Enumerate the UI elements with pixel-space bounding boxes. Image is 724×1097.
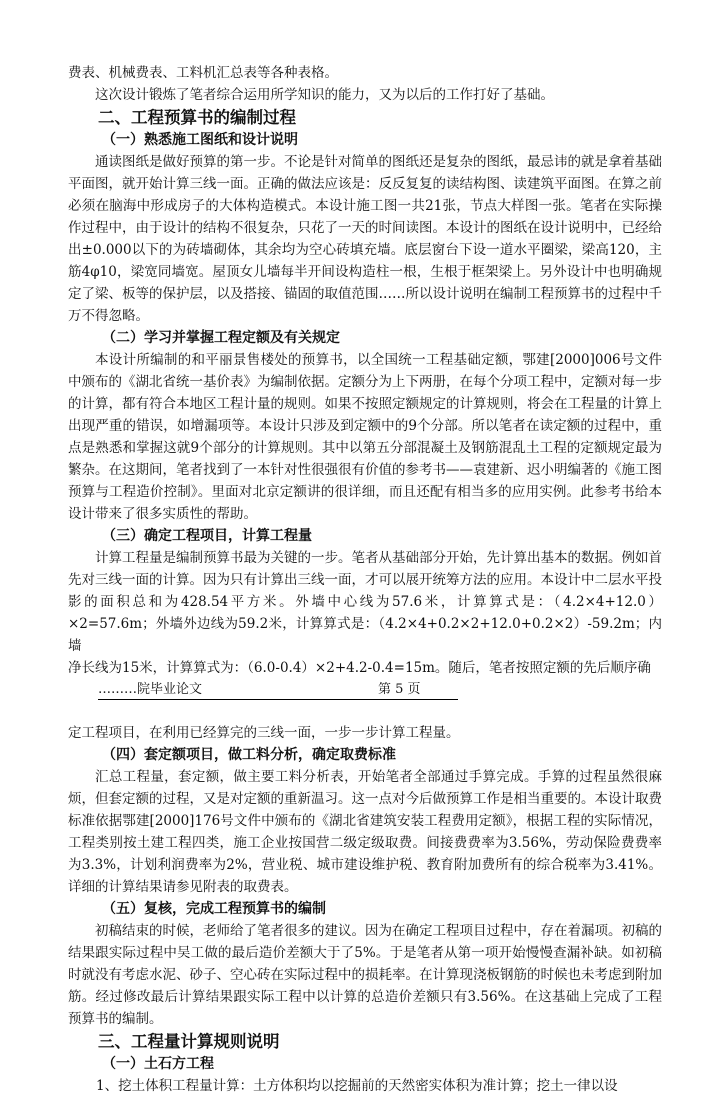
footer-title: ………院毕业论文 bbox=[98, 682, 203, 697]
paragraph-7: 定工程项目，在利用已经算完的三线一面，一步一步计算工程量。 bbox=[68, 725, 460, 741]
paragraph-6: 净长线为15米，计算算式为：（6.0-0.4）×2+4.2-0.4=15m。随后，笔者按照定额的先后顺序确 bbox=[68, 660, 651, 676]
paragraph-10: 1、挖土体积工程量计算：土方体积均以挖掘前的天然密实体积为准计算；挖土一律以设 bbox=[96, 1078, 618, 1094]
subheading-6: （一）土石方工程 bbox=[102, 1056, 214, 1072]
section-heading-3: 三、工程量计算规则说明 bbox=[98, 1032, 280, 1051]
section-heading-2: 二、工程预算书的编制过程 bbox=[98, 108, 296, 127]
subheading-1: （一）熟悉施工图纸和设计说明 bbox=[102, 132, 298, 148]
paragraph-2: 这次设计锻炼了笔者综合运用所学知识的能力，又为以后的工作打好了基础。 bbox=[95, 87, 554, 103]
page-break-gap bbox=[68, 700, 662, 722]
subheading-5: （五）复核，完成工程预算书的编制 bbox=[102, 901, 326, 917]
subheading-3: （三）确定工程项目，计算工程量 bbox=[102, 528, 312, 544]
paragraph-9: 初稿结束的时候，老师给了笔者很多的建议。因为在确定工程项目过程中，存在着漏项。初稿的结果跟实际过程中吴工做的最后造价差额大于了5%。于是笔者从第一项开始慢慢查漏补缺。如初稿时就没有考虑水泥、砂子、空心砖在实际过程中的损耗率。在计算现浇板钢筋的时候也未考虑到附加筋。经过修改最后计算结果跟实际工程中以计算的总造价差额只有3.56%。在这基础上完成了工程预算书的编制。 bbox=[68, 923, 662, 1027]
paragraph-3: 通读图纸是做好预算的第一步。不论是针对简单的图纸还是复杂的图纸，最忌讳的就是拿着基础平面图，就开始计算三线一面。正确的做法应该是：反反复复的读结构图、读建筑平面图。在算之前必须在脑海中形成房子的大体构造模式。本设计施工图一共21张，节点大样图一张。笔者在实际操作过程中，由于设计的结构不很复杂，只花了一天的时间读图。本设计的图纸在设计说明中，已经给出±0.000以下的为砖墙砌体，其余均为空心砖填充墙。底层窗台下设一道水平圈梁，梁高120，主筋4φ10，梁宽同墙宽。屋顶女儿墙每半开间设构造柱一根，生根于框架梁上。另外设计中也明确规定了梁、板等的保护层，以及搭接、锚固的取值范围……所以设计说明在编制工程预算书的过程中千万不得忽略。 bbox=[68, 154, 662, 324]
page-footer bbox=[98, 681, 458, 700]
subheading-4: （四）套定额项目，做工料分析，确定取费标准 bbox=[102, 747, 396, 763]
paragraph-4: 本设计所编制的和平丽景售楼处的预算书，以全国统一工程基础定额，鄂建[2000]006号文件中颁布的《湖北省统一基价表》为编制依据。定额分为上下两册，在每个分项工程中，定额对每一步的计算，都有符合本地区工程计量的规则。如果不按照定额规定的计算规则，将会在工程量的计算上出现严重的错误，如增漏项等。本设计只涉及到定额中的9个分部。所以笔者在读定额的过程中，重点是熟悉和掌握这就9个部分的计算规则。其中以第五分部混凝土及钢筋混乱土工程的定额规定最为繁杂。在这期间，笔者找到了一本针对性很强很有价值的参考书——袁建新、迟小明编著的《施工图预算与工程造价控制》。里面对北京定额讲的很详细，而且还配有相当多的应用实例。此参考书给本设计带来了很多实质性的帮助。 bbox=[68, 352, 662, 522]
page-number: 第 5 页 bbox=[378, 682, 421, 697]
subheading-2: （二）学习并掌握工程定额及有关规定 bbox=[102, 330, 340, 346]
paragraph-1: 费表、机械费表、工料机汇总表等各种表格。 bbox=[68, 65, 338, 81]
paragraph-5: 计算工程量是编制预算书最为关键的一步。笔者从基础部分开始，先计算出基本的数据。例如首先对三线一面的计算。因为只有计算出三线一面，才可以展开统筹方法的应用。本设计中二层水平投影的面积总和为428.54平方米。外墙中心线为57.6米，计算算式是：（4.2×4+12.0）×2=57.6m；外墙外边线为59.2米，计算算式是：（4.2×4+0.2×2+12.0+0.2×2）-59.2m；内墙 bbox=[68, 550, 662, 654]
paragraph-8: 汇总工程量，套定额，做主要工料分析表，开始笔者全部通过手算完成。手算的过程虽然很麻烦，但套定额的过程，又是对定额的重新温习。这一点对今后做预算工作是相当重要的。本设计取费标准依据鄂建[2000]176号文件中颁布的《湖北省建筑安装工程费用定额》，根据工程的实际情况，工程类别按土建工程四类，施工企业按国营二级定级取费。间接费费率为3.56%，劳动保险费费率为3.3%，计划利润费率为2%，营业税、城市建设维护税、教育附加费所有的综合税率为3.41%。详细的计算结果请参见附表的取费表。 bbox=[68, 769, 662, 895]
